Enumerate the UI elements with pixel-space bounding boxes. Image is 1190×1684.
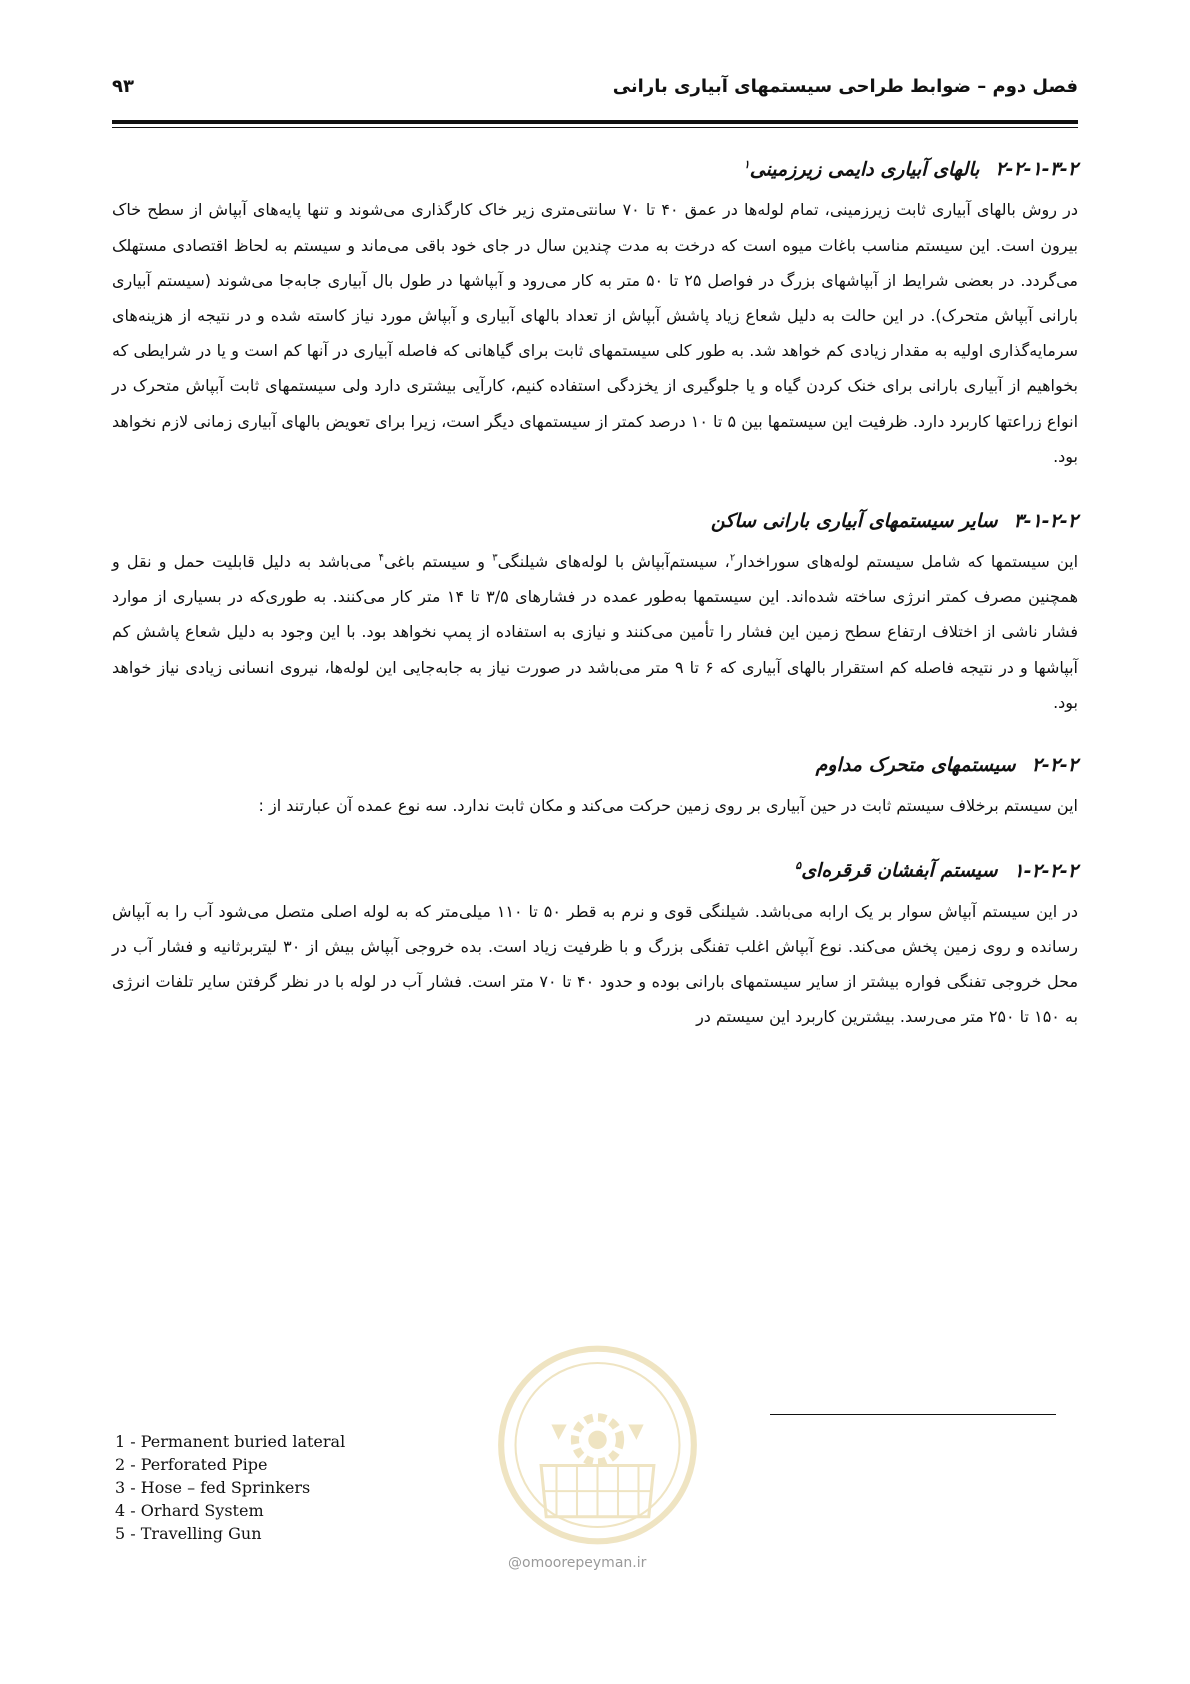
page-number: ۹۳ [112, 76, 134, 97]
section-number: ۱-۲-۲-۲ [1013, 859, 1078, 882]
paragraph [112, 894, 1078, 1035]
section-number: ۲-۲-۱-۳-۲ [995, 158, 1078, 181]
section-heading [112, 504, 1078, 538]
text-line: می‌شود آب را به آبپاش رسانده و روی زمین پخش می‌کند. نوع آبپاش اغلب تفنگی بزرگ و با ظرفیت زیاد است. بده خروجی [112, 901, 1078, 956]
footnote-separator [770, 1414, 1056, 1415]
section-heading [112, 849, 1078, 887]
footnote: 5 - Travelling Gun [115, 1524, 262, 1543]
text-line: متحرک در انواع زراعتها کاربرد دارد. ظرفیت این سیستمها بین ۵ تا ۱۰ درصد کمتر از سیستمهای دیگر است، زیرا برای [112, 376, 1079, 431]
text-line: آبپاش بیش از ۳۰ لیتربرثانیه و فشار آب در محل خروجی تفنگی فواره بیشتر از سایر سیستمهای بارانی بوده و حدود ۴۰ تا ۷۰ [112, 936, 1079, 991]
section-title: بالهای آبیاری دایمی زیرزمینی [749, 158, 980, 181]
watermark-logo-icon [495, 1340, 700, 1550]
text-line: صورت نیاز به جابه‌جایی این لوله‌ها، نیروی انسانی زیادی نیاز خواهد بود. [112, 657, 1078, 712]
header-rule-thick [112, 120, 1078, 124]
text-line: تعویض بالهای آبیاری زمانی لازم نخواهد بود. [112, 411, 1078, 466]
text-line: به طوری‌که در بسیاری از موارد فشار ناشی از اختلاف ارتفاع سطح زمین این فشار را تأمین می‌کنند و نیازی به استفاده از پمپ [112, 587, 1078, 642]
section-heading [112, 748, 1078, 782]
text-line: این سیستم برخلاف سیستم ثابت در حین آبیاری بر روی زمین حرکت می‌کند و مکان ثابت ندارد. سه نوع عمده آن عبارتند از : [258, 795, 1078, 815]
text-line: در این سیستم آبپاش سوار بر یک ارابه می‌باشد. شیلنگی قوی و نرم به قطر ۵۰ تا ۱۱۰ میلی‌متر که به لوله اصلی متصل [275, 901, 1078, 921]
footnotes [115, 1430, 345, 1545]
footnote: 1 - Permanent buried lateral [115, 1432, 346, 1451]
text-line: این سیستمها که شامل سیستم لوله‌های سوراخدار$^۲$، سیستم‌آبپاش با لوله‌های شیلنگی$^۳$ و سیستم باغی$^۴$ می‌باشد به دلیل قابلیت [212, 551, 1079, 571]
footnote-ref: ۵ [795, 859, 802, 873]
section-title: سایر سیستمهای آبیاری بارانی ساکن [710, 509, 998, 532]
paragraph [112, 544, 1078, 720]
text-line: حمل و نقل و همچنین مصرف کمتر انرژی ساخته شده‌اند. این سیستمها به‌طور عمده در فشارهای ۳/۵ تا ۱۴ متر کار می‌کنند. [112, 551, 1079, 607]
page-header [112, 64, 1078, 114]
text-line: می‌ماند و سیستم به لحاظ اقتصادی مستهلک می‌گردد. در بعضی شرایط از آبپاشهای بزرگ در فواصل ۲۵ تا ۵۰ متر به کار [112, 235, 1079, 290]
section-title: سیستم آبفشان قرقره‌ای [801, 859, 998, 882]
header-rule-thin [112, 127, 1078, 128]
footnote: 3 - Hose – fed Sprinkers [115, 1478, 311, 1497]
text-line: آبیاری بارانی برای خنک کردن گیاه و یا جلوگیری از یخزدگی استفاده کنیم، کارآیی بیشتری دارد ولی سیستمهای ثابت آبپاش [185, 376, 1003, 396]
paragraph [112, 788, 1078, 823]
text-line: آبپاش از سطح خاک بیرون است. این سیستم مناسب باغات میوه است که درخت به مدت چندین سال در جای خود باقی [112, 200, 1078, 255]
section-number: ۳-۱-۲-۲ [1013, 509, 1078, 532]
text-line: در روش بالهای آبیاری ثابت زیرزمینی، تمام لوله‌ها در عمق ۴۰ تا ۷۰ سانتی‌متری زیر خاک کارگذاری می‌شوند و تنها پایه‌های [252, 200, 1079, 220]
paragraph [112, 192, 1078, 474]
section-heading [112, 148, 1078, 186]
text-line: متر است. فشار آب در لوله با در نظر گرفتن سایر تلفات انرژی به ۱۵۰ تا ۲۵۰ متر می‌رسد. بیشترین کاربرد این سیستم در [112, 971, 1078, 1027]
footnote: 2 - Perforated Pipe [115, 1455, 268, 1474]
text-line: کم خواهد شد. به طور کلی سیستمهای ثابت برای گیاهانی که فاصله آبیاری در آنها کم است و یا در شرایطی که بخواهیم از [112, 341, 1079, 396]
section-title: سیستمهای متحرک مداوم [815, 753, 1016, 776]
section-number: ۲-۲-۲ [1031, 753, 1078, 776]
footnote-ref: ۱ [743, 158, 750, 171]
text-line: پاشش آبپاش از تعداد بالهای آبیاری و آبپاش مورد نیاز کاسته شده و در نتیجه از هزینه‌های سرمایه‌گذاری اولیه به مقدار زیادی [112, 305, 1079, 361]
text-line: نخواهد بود. با این وجود به دلیل شعاع پاشش کم آبپاشها و در نتیجه فاصله کم استقرار بالهای آبیاری که ۶ تا ۹ متر می‌باشد در [112, 622, 1079, 677]
running-title: فصل دوم – ضوابط طراحی سیستمهای آبیاری بارانی [612, 76, 1078, 97]
text-line: می‌رود و آبپاشها در طول بال آبیاری جابه‌جا می‌شوند (سیستم آبیاری بارانی آبپاش متحرک). در این حالت به دلیل شعاع زیاد [112, 270, 1078, 325]
footnote: 4 - Orhard System [115, 1501, 264, 1520]
page-body [112, 148, 1078, 1034]
watermark-url: @omoorepeyman.ir [508, 1555, 647, 1571]
